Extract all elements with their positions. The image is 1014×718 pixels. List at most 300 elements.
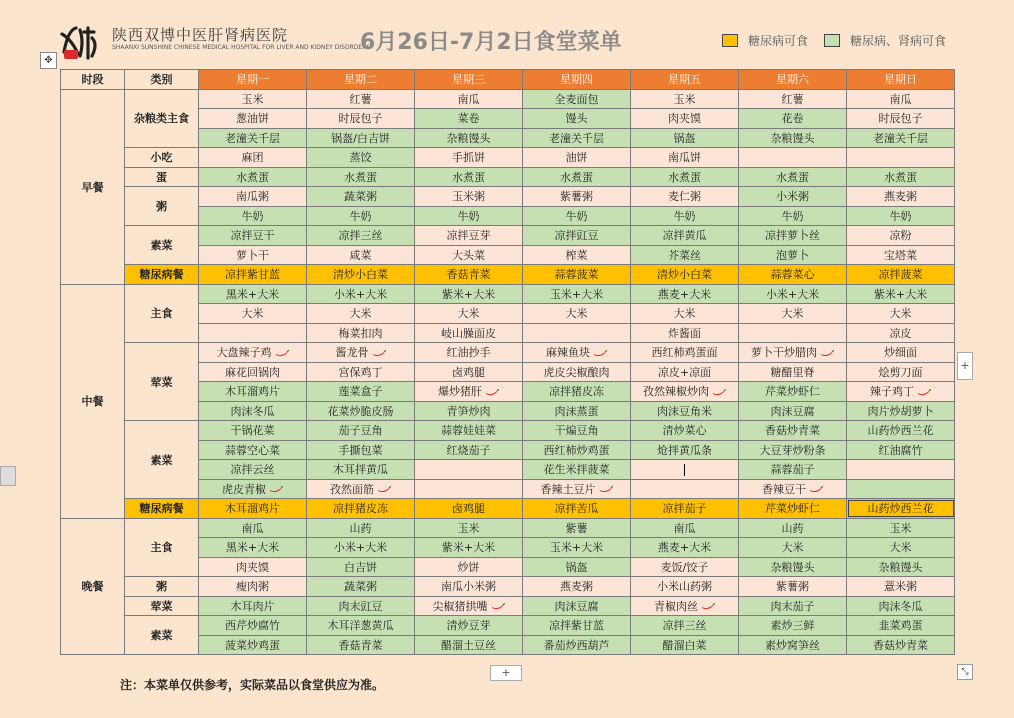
menu-cell[interactable] [415, 226, 523, 246]
menu-cell[interactable] [523, 401, 631, 421]
category-cell: 主食 [125, 518, 199, 577]
menu-cell[interactable] [523, 148, 631, 168]
menu-cell[interactable] [307, 343, 415, 363]
menu-cell[interactable] [739, 577, 847, 597]
dish-name: 肉夹馍 [236, 560, 269, 574]
menu-cell[interactable] [307, 401, 415, 421]
dish-name: 水煮蛋 [668, 170, 701, 184]
menu-cell[interactable] [415, 421, 523, 441]
menu-cell[interactable] [199, 479, 307, 499]
menu-cell[interactable] [739, 206, 847, 226]
dish-name: 香辣豆干 [762, 482, 806, 496]
dish-name: 玉米粥 [452, 190, 485, 204]
dish-name: 肉沫蒸蛋 [554, 404, 599, 418]
menu-cell[interactable] [307, 304, 415, 324]
menu-cell[interactable] [523, 206, 631, 226]
dish-name: 老潼关千层 [549, 131, 604, 145]
menu-cell[interactable] [307, 460, 415, 480]
menu-cell[interactable] [415, 382, 523, 402]
hospital-name-en: SHAANXI SUNSHINE CHINESE MEDICAL HOSPITAL FOR LIVER AND KIDNEY DISORDERS [112, 44, 371, 51]
menu-cell[interactable] [307, 89, 415, 109]
menu-cell[interactable] [739, 499, 847, 519]
menu-cell[interactable] [523, 460, 631, 480]
menu-cell[interactable] [631, 557, 739, 577]
header-sunday: 星期日 [847, 70, 955, 90]
dish-name: 南瓜小米粥 [441, 580, 496, 594]
dish-name: 凉拌萝卜丝 [765, 229, 820, 243]
menu-cell[interactable] [739, 284, 847, 304]
menu-cell[interactable] [847, 167, 955, 187]
menu-cell[interactable] [847, 382, 955, 402]
table-resize-handle-icon[interactable]: ⤡ [957, 664, 973, 680]
menu-cell[interactable] [415, 148, 523, 168]
menu-cell[interactable] [847, 187, 955, 207]
dish-name: 红油抄手 [446, 346, 491, 360]
menu-cell[interactable] [847, 226, 955, 246]
menu-cell[interactable] [415, 265, 523, 285]
menu-cell[interactable] [199, 596, 307, 616]
menu-cell[interactable] [523, 596, 631, 616]
dish-name: 凉拌三丝 [662, 619, 707, 633]
menu-cell[interactable] [307, 635, 415, 655]
dish-name: 水煮蛋 [344, 170, 377, 184]
menu-cell[interactable] [415, 440, 523, 460]
header-monday: 星期一 [199, 70, 307, 90]
add-column-button[interactable]: + [957, 352, 973, 380]
menu-cell[interactable] [631, 577, 739, 597]
menu-cell[interactable] [307, 226, 415, 246]
dish-name: 肉沫豆腐 [554, 599, 599, 613]
menu-cell[interactable] [739, 557, 847, 577]
menu-cell[interactable] [739, 148, 847, 168]
menu-cell[interactable] [523, 518, 631, 538]
dish-name: 素炒三鲜 [770, 619, 815, 633]
menu-cell[interactable] [415, 323, 523, 343]
menu-cell[interactable] [307, 499, 415, 519]
menu-cell[interactable] [415, 89, 523, 109]
menu-cell[interactable] [523, 499, 631, 519]
menu-cell[interactable] [307, 382, 415, 402]
menu-cell[interactable] [631, 265, 739, 285]
menu-cell[interactable] [199, 265, 307, 285]
menu-cell[interactable] [847, 499, 955, 519]
menu-cell[interactable] [523, 167, 631, 187]
dish-name: 肉沫豆角米 [657, 404, 712, 418]
menu-cell[interactable] [631, 440, 739, 460]
dish-name: 香菇青菜 [338, 638, 383, 652]
menu-cell[interactable] [523, 128, 631, 148]
menu-cell[interactable] [523, 226, 631, 246]
dish-name: 红薯 [349, 92, 372, 106]
menu-cell[interactable] [847, 89, 955, 109]
menu-cell[interactable] [631, 343, 739, 363]
dish-name: 燕麦粥 [884, 190, 917, 204]
dish-name: 凉皮 [889, 326, 912, 340]
menu-cell[interactable] [415, 557, 523, 577]
menu-cell[interactable] [199, 226, 307, 246]
dish-name: 牛奶 [457, 209, 480, 223]
menu-cell[interactable] [631, 479, 739, 499]
menu-cell[interactable] [631, 284, 739, 304]
menu-cell[interactable] [307, 148, 415, 168]
dish-name: 岐山臊面皮 [441, 326, 496, 340]
menu-cell[interactable] [199, 382, 307, 402]
menu-cell[interactable] [199, 284, 307, 304]
dish-name: 牛奶 [889, 209, 912, 223]
menu-cell[interactable] [631, 206, 739, 226]
menu-cell[interactable] [199, 401, 307, 421]
menu-cell[interactable] [307, 245, 415, 265]
menu-cell[interactable] [307, 518, 415, 538]
menu-cell[interactable] [307, 440, 415, 460]
menu-cell[interactable] [415, 401, 523, 421]
dish-name: 凉拌茄子 [662, 502, 707, 516]
menu-cell[interactable] [523, 577, 631, 597]
menu-cell[interactable] [847, 538, 955, 558]
menu-cell[interactable] [631, 538, 739, 558]
dish-name: 木耳溜鸡片 [225, 385, 280, 399]
menu-cell[interactable] [415, 343, 523, 363]
menu-cell[interactable] [199, 460, 307, 480]
menu-cell[interactable] [523, 265, 631, 285]
menu-cell[interactable] [415, 187, 523, 207]
menu-cell[interactable] [739, 109, 847, 129]
menu-cell[interactable] [307, 167, 415, 187]
dish-name: 蒜蓉菜心 [770, 268, 815, 282]
menu-cell[interactable] [631, 226, 739, 246]
menu-cell[interactable] [307, 577, 415, 597]
menu-cell[interactable] [307, 323, 415, 343]
menu-cell[interactable] [415, 635, 523, 655]
menu-cell[interactable] [415, 596, 523, 616]
menu-cell[interactable] [739, 518, 847, 538]
menu-cell[interactable] [199, 89, 307, 109]
menu-cell[interactable] [199, 538, 307, 558]
category-cell: 主食 [125, 284, 199, 343]
dish-name: 肉夹馍 [668, 112, 701, 126]
menu-cell[interactable] [739, 382, 847, 402]
menu-cell[interactable] [631, 421, 739, 441]
menu-cell[interactable] [739, 616, 847, 636]
menu-cell[interactable] [415, 245, 523, 265]
chili-pepper-icon [377, 486, 391, 493]
menu-cell[interactable] [415, 460, 523, 480]
menu-row [61, 518, 955, 538]
menu-cell[interactable] [415, 518, 523, 538]
menu-cell[interactable] [739, 596, 847, 616]
category-cell: 荤菜 [125, 596, 199, 616]
dish-name: 大米 [457, 307, 480, 321]
menu-cell[interactable] [199, 187, 307, 207]
menu-cell[interactable] [631, 167, 739, 187]
legend-diabetes-kidney [824, 32, 946, 49]
menu-cell[interactable] [199, 635, 307, 655]
menu-cell[interactable] [847, 401, 955, 421]
menu-cell[interactable] [523, 187, 631, 207]
menu-cell[interactable] [523, 362, 631, 382]
menu-cell[interactable] [523, 109, 631, 129]
menu-cell[interactable] [199, 616, 307, 636]
menu-cell[interactable] [199, 148, 307, 168]
header-row [61, 70, 955, 90]
menu-cell[interactable] [199, 518, 307, 538]
menu-cell[interactable] [307, 265, 415, 285]
menu-cell[interactable] [307, 538, 415, 558]
menu-cell[interactable] [307, 557, 415, 577]
menu-cell[interactable] [307, 109, 415, 129]
menu-cell[interactable] [415, 362, 523, 382]
header-thursday: 星期四 [523, 70, 631, 90]
menu-cell[interactable] [199, 362, 307, 382]
header-tuesday: 星期二 [307, 70, 415, 90]
dish-name: 葱油饼 [236, 112, 269, 126]
dish-name: 山药 [349, 521, 372, 535]
legend-swatch-yellow [722, 34, 738, 47]
menu-cell[interactable] [523, 538, 631, 558]
dish-name: 醋溜土豆丝 [441, 638, 496, 652]
menu-cell[interactable] [631, 499, 739, 519]
dish-name: 麦仁粥 [668, 190, 701, 204]
dish-name: 凉粉 [889, 229, 912, 243]
menu-cell[interactable] [199, 128, 307, 148]
side-panel-toggle-icon[interactable] [0, 466, 16, 486]
menu-cell[interactable] [631, 460, 739, 480]
dish-name: 锅盔 [565, 560, 588, 574]
dish-name: 木耳拌黄瓜 [333, 463, 388, 477]
menu-cell[interactable] [415, 206, 523, 226]
menu-cell[interactable] [631, 128, 739, 148]
menu-cell[interactable] [847, 362, 955, 382]
dish-name: 西芹炒腐竹 [225, 619, 280, 633]
menu-cell[interactable] [415, 284, 523, 304]
menu-cell[interactable] [631, 596, 739, 616]
menu-cell[interactable] [307, 284, 415, 304]
menu-cell[interactable] [199, 167, 307, 187]
menu-cell[interactable] [523, 245, 631, 265]
menu-cell[interactable] [739, 421, 847, 441]
menu-cell[interactable] [307, 362, 415, 382]
page-title: 6月26日-7月2日食堂菜单 [360, 30, 622, 55]
dish-name: 玉米 [889, 521, 912, 535]
menu-cell[interactable] [847, 148, 955, 168]
dish-name: 肉沫冬瓜 [230, 404, 275, 418]
menu-cell[interactable] [415, 479, 523, 499]
menu-cell[interactable] [523, 557, 631, 577]
header-wednesday: 星期三 [415, 70, 523, 90]
menu-cell[interactable] [739, 128, 847, 148]
menu-cell[interactable] [199, 206, 307, 226]
menu-cell[interactable] [631, 616, 739, 636]
dish-name: 牛奶 [565, 209, 588, 223]
menu-cell[interactable] [199, 421, 307, 441]
menu-cell[interactable] [523, 382, 631, 402]
menu-cell[interactable] [415, 499, 523, 519]
menu-cell[interactable] [523, 89, 631, 109]
menu-cell[interactable] [631, 382, 739, 402]
menu-cell[interactable] [523, 616, 631, 636]
hospital-logo [58, 22, 108, 62]
dish-name: 茄子豆角 [338, 424, 383, 438]
dish-name: 南瓜 [673, 521, 696, 535]
menu-cell[interactable] [307, 479, 415, 499]
menu-cell[interactable] [631, 109, 739, 129]
dish-name: 凉拌紫甘蓝 [225, 268, 280, 282]
dish-name: 麦饭/饺子 [660, 560, 709, 574]
menu-cell[interactable] [739, 440, 847, 460]
menu-cell[interactable] [739, 401, 847, 421]
menu-cell[interactable] [415, 167, 523, 187]
menu-cell[interactable] [307, 616, 415, 636]
menu-row [61, 343, 955, 363]
menu-cell[interactable] [739, 479, 847, 499]
menu-cell[interactable] [739, 187, 847, 207]
menu-cell[interactable] [847, 128, 955, 148]
menu-cell[interactable] [847, 343, 955, 363]
dish-name: 咸菜 [349, 248, 372, 262]
menu-cell[interactable] [631, 323, 739, 343]
menu-cell[interactable] [847, 460, 955, 480]
menu-cell[interactable] [415, 304, 523, 324]
menu-cell[interactable] [631, 362, 739, 382]
menu-cell[interactable] [847, 323, 955, 343]
menu-cell[interactable] [199, 323, 307, 343]
dish-name: 红烧茄子 [446, 443, 491, 457]
menu-cell[interactable] [739, 343, 847, 363]
menu-cell[interactable] [739, 167, 847, 187]
menu-cell[interactable] [847, 284, 955, 304]
menu-cell[interactable] [739, 362, 847, 382]
add-row-button[interactable]: + [490, 665, 522, 681]
menu-cell[interactable] [523, 343, 631, 363]
menu-cell[interactable] [847, 557, 955, 577]
legend-swatch-green [824, 34, 840, 47]
menu-cell[interactable] [523, 440, 631, 460]
menu-cell[interactable] [631, 148, 739, 168]
dish-name: 油饼 [565, 151, 588, 165]
menu-cell[interactable] [307, 596, 415, 616]
dish-name: 辣子鸡丁 [870, 385, 914, 399]
dish-name: 花菜炒脆皮肠 [327, 404, 394, 418]
menu-cell[interactable] [739, 304, 847, 324]
table-move-handle-icon[interactable]: ✥ [40, 52, 57, 69]
menu-cell[interactable] [631, 245, 739, 265]
dish-name: 清炒豆芽 [446, 619, 491, 633]
dish-name: 清炒小白菜 [333, 268, 388, 282]
legend-label: 糖尿病可食 [748, 34, 809, 48]
menu-cell[interactable] [847, 479, 955, 499]
dish-name: 孜然面筋 [330, 482, 374, 496]
menu-cell[interactable] [199, 304, 307, 324]
dish-name: 宫保鸡丁 [338, 365, 383, 379]
menu-cell[interactable] [847, 440, 955, 460]
menu-cell[interactable] [847, 206, 955, 226]
chili-pepper-icon [275, 350, 289, 357]
dish-name: 玉米 [673, 92, 696, 106]
menu-cell[interactable] [631, 518, 739, 538]
menu-row [61, 596, 955, 616]
menu-row [61, 421, 955, 441]
menu-row [61, 187, 955, 207]
dish-name: 清炒小白菜 [657, 268, 712, 282]
menu-row [61, 284, 955, 304]
dish-name: 西红柿鸡蛋面 [651, 346, 718, 360]
menu-cell[interactable] [523, 479, 631, 499]
menu-cell[interactable] [847, 616, 955, 636]
chili-pepper-icon [712, 389, 726, 396]
menu-cell[interactable] [631, 304, 739, 324]
menu-cell[interactable] [847, 596, 955, 616]
dish-name: 烩剪刀面 [878, 365, 923, 379]
dish-name: 蒜蓉空心菜 [225, 443, 280, 457]
menu-cell[interactable] [199, 557, 307, 577]
menu-cell[interactable] [847, 577, 955, 597]
dish-name: 凉拌苦瓜 [554, 502, 599, 516]
header-friday: 星期五 [631, 70, 739, 90]
menu-cell[interactable] [415, 538, 523, 558]
menu-cell[interactable] [415, 577, 523, 597]
menu-cell[interactable] [739, 538, 847, 558]
menu-cell[interactable] [307, 128, 415, 148]
menu-cell[interactable] [415, 616, 523, 636]
menu-cell[interactable] [523, 284, 631, 304]
menu-cell[interactable] [631, 635, 739, 655]
dish-name: 尖椒猪拱嘴 [432, 599, 488, 613]
menu-cell[interactable] [739, 265, 847, 285]
menu-cell[interactable] [307, 206, 415, 226]
menu-cell[interactable] [631, 401, 739, 421]
menu-cell[interactable] [199, 499, 307, 519]
menu-cell[interactable] [847, 518, 955, 538]
menu-cell[interactable] [847, 265, 955, 285]
dish-name: 干煸豆角 [554, 424, 599, 438]
dish-name: 大米 [889, 541, 912, 555]
menu-cell[interactable] [199, 577, 307, 597]
menu-cell[interactable] [415, 109, 523, 129]
category-cell: 糖尿病餐 [125, 499, 199, 519]
dish-name: 南瓜饼 [668, 151, 701, 165]
menu-cell[interactable] [199, 440, 307, 460]
menu-cell[interactable] [847, 245, 955, 265]
chili-pepper-icon [820, 350, 834, 357]
menu-cell[interactable] [847, 421, 955, 441]
menu-cell[interactable] [523, 304, 631, 324]
menu-cell[interactable] [739, 226, 847, 246]
menu-cell[interactable] [307, 421, 415, 441]
menu-cell[interactable] [199, 109, 307, 129]
menu-cell[interactable] [631, 89, 739, 109]
menu-cell[interactable] [739, 245, 847, 265]
menu-cell[interactable] [523, 421, 631, 441]
menu-cell[interactable] [415, 128, 523, 148]
menu-cell[interactable] [523, 323, 631, 343]
menu-cell[interactable] [847, 109, 955, 129]
menu-cell[interactable] [739, 89, 847, 109]
menu-cell[interactable] [739, 460, 847, 480]
dish-name: 牛奶 [673, 209, 696, 223]
menu-cell[interactable] [739, 323, 847, 343]
menu-cell[interactable] [847, 635, 955, 655]
menu-cell[interactable] [307, 187, 415, 207]
header-category: 类别 [125, 70, 199, 90]
menu-cell[interactable] [739, 635, 847, 655]
dish-name: 木耳洋葱黄瓜 [327, 619, 394, 633]
menu-cell[interactable] [523, 635, 631, 655]
dish-name: 小米+大米 [333, 541, 388, 555]
menu-cell[interactable] [199, 245, 307, 265]
menu-cell[interactable] [199, 343, 307, 363]
menu-cell[interactable] [631, 187, 739, 207]
menu-cell[interactable] [847, 304, 955, 324]
